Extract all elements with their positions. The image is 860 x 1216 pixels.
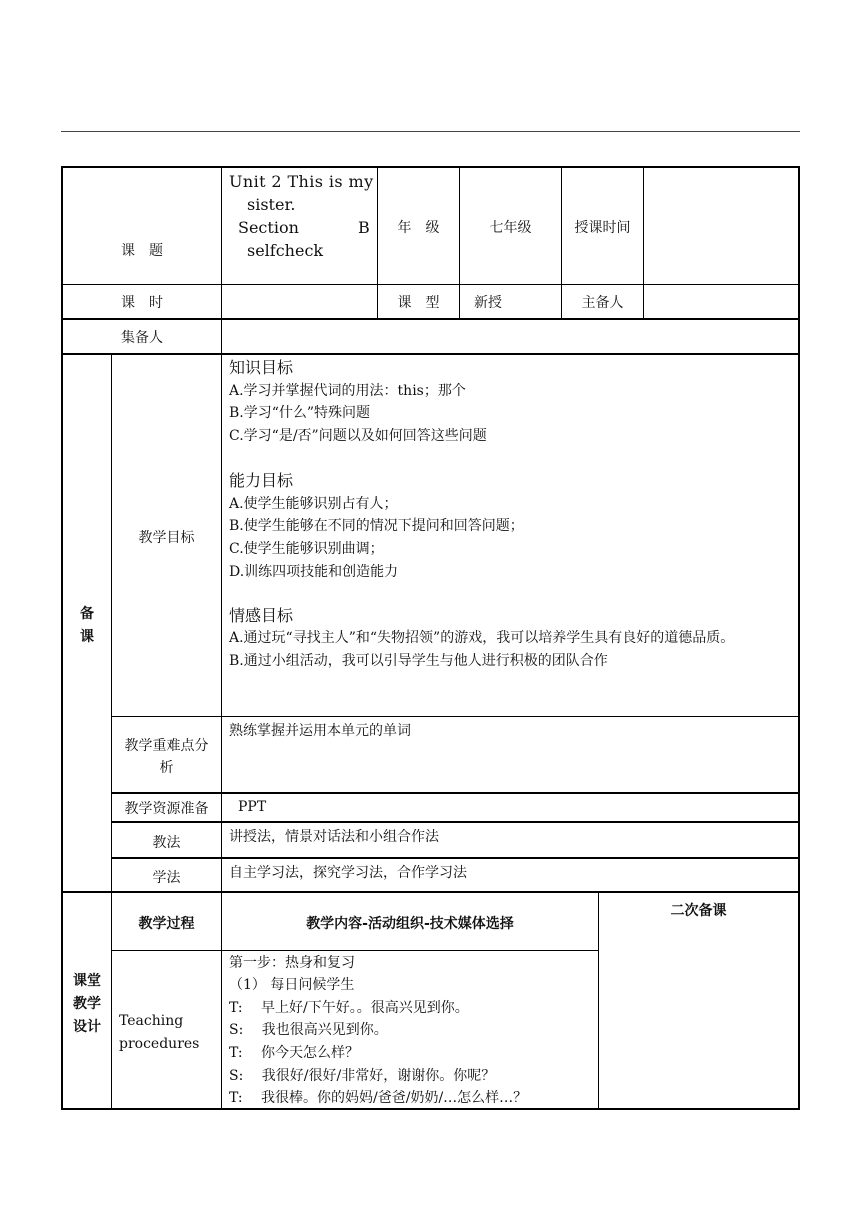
content-line: T: 我很棒。你的妈妈/爸爸/奶奶/…怎么样…？ — [229, 1090, 528, 1106]
grade-value: 七年级 — [489, 220, 532, 236]
process-label-2: procedures — [119, 1036, 200, 1052]
period-label: 课 时 — [121, 295, 163, 311]
content-line: 第一步：热身和复习 — [229, 955, 355, 971]
topic-line-3-section: Section — [238, 218, 299, 237]
emotion-item: A.通过玩“寻找主人”和“失物招领”的游戏，我可以培养学生具有良好的道德品质。 — [229, 630, 735, 646]
topic-line-2: sister. — [247, 195, 296, 214]
topic-line-3-b: B — [358, 218, 370, 237]
prep-section-label-2: 课 — [80, 629, 94, 645]
time-label: 授课时间 — [574, 220, 631, 236]
goals-label: 教学目标 — [138, 530, 195, 546]
prep-section-label-1: 备 — [80, 606, 94, 622]
ability-item: B.使学生能够在不同的情况下提问和回答问题； — [229, 518, 524, 534]
topic-line-4: selfcheck — [247, 241, 324, 260]
keypoints-label-1: 教学重难点分 — [124, 738, 209, 754]
method-value: 讲授法，情景对话法和小组合作法 — [229, 829, 439, 845]
keypoints-label-2: 析 — [159, 760, 174, 776]
ability-item: C.使学生能够识别曲调； — [229, 541, 384, 557]
content-line: （1） 每日问候学生 — [229, 977, 355, 993]
knowledge-item: B.学习“什么”特殊问题 — [229, 405, 371, 421]
group-label: 集备人 — [121, 330, 163, 346]
second-prep-header: 二次备课 — [670, 903, 727, 919]
content-line: S: 我也很高兴见到你。 — [229, 1022, 388, 1038]
resources-label: 教学资源准备 — [124, 801, 209, 817]
method-label: 教法 — [152, 835, 181, 851]
type-value: 新授 — [474, 295, 502, 311]
emotion-title: 情感目标 — [229, 606, 294, 625]
topic-line-1: Unit 2 This is my — [229, 172, 374, 191]
ability-item: D.训练四项技能和创造能力 — [229, 564, 399, 580]
content-header: 教学内容-活动组织-技术媒体选择 — [306, 916, 514, 932]
resources-value: PPT — [238, 799, 267, 815]
process-header: 教学过程 — [138, 916, 195, 932]
ability-item: A.使学生能够识别占有人； — [229, 496, 398, 512]
class-section-label-1: 课堂 — [73, 973, 101, 989]
content-line: T: 你今天怎么样？ — [229, 1045, 360, 1061]
content-line: S: 我很好/很好/非常好，谢谢你。你呢？ — [229, 1068, 496, 1084]
class-section-label-2: 教学 — [73, 996, 101, 1012]
class-section-label-3: 设计 — [73, 1019, 101, 1035]
study-label: 学法 — [152, 870, 181, 886]
emotion-item: B.通过小组活动，我可以引导学生与他人进行积极的团队合作 — [229, 653, 608, 669]
study-value: 自主学习法，探究学习法，合作学习法 — [229, 865, 467, 881]
type-label: 课 型 — [397, 295, 440, 311]
content-line: T: 早上好/下午好。。很高兴见到你。 — [229, 1000, 469, 1016]
knowledge-item: C.学习“是/否”问题以及如何回答这些问题 — [229, 428, 487, 444]
knowledge-item: A.学习并掌握代词的用法：this；那个 — [229, 383, 466, 399]
keypoints-value: 熟练掌握并运用本单元的单词 — [229, 723, 411, 739]
knowledge-title: 知识目标 — [229, 358, 294, 377]
preparer-label: 主备人 — [581, 295, 624, 311]
process-label-1: Teaching — [119, 1013, 184, 1029]
ability-title: 能力目标 — [229, 471, 294, 490]
grade-label: 年 级 — [397, 220, 440, 236]
topic-label: 课 题 — [121, 243, 163, 259]
